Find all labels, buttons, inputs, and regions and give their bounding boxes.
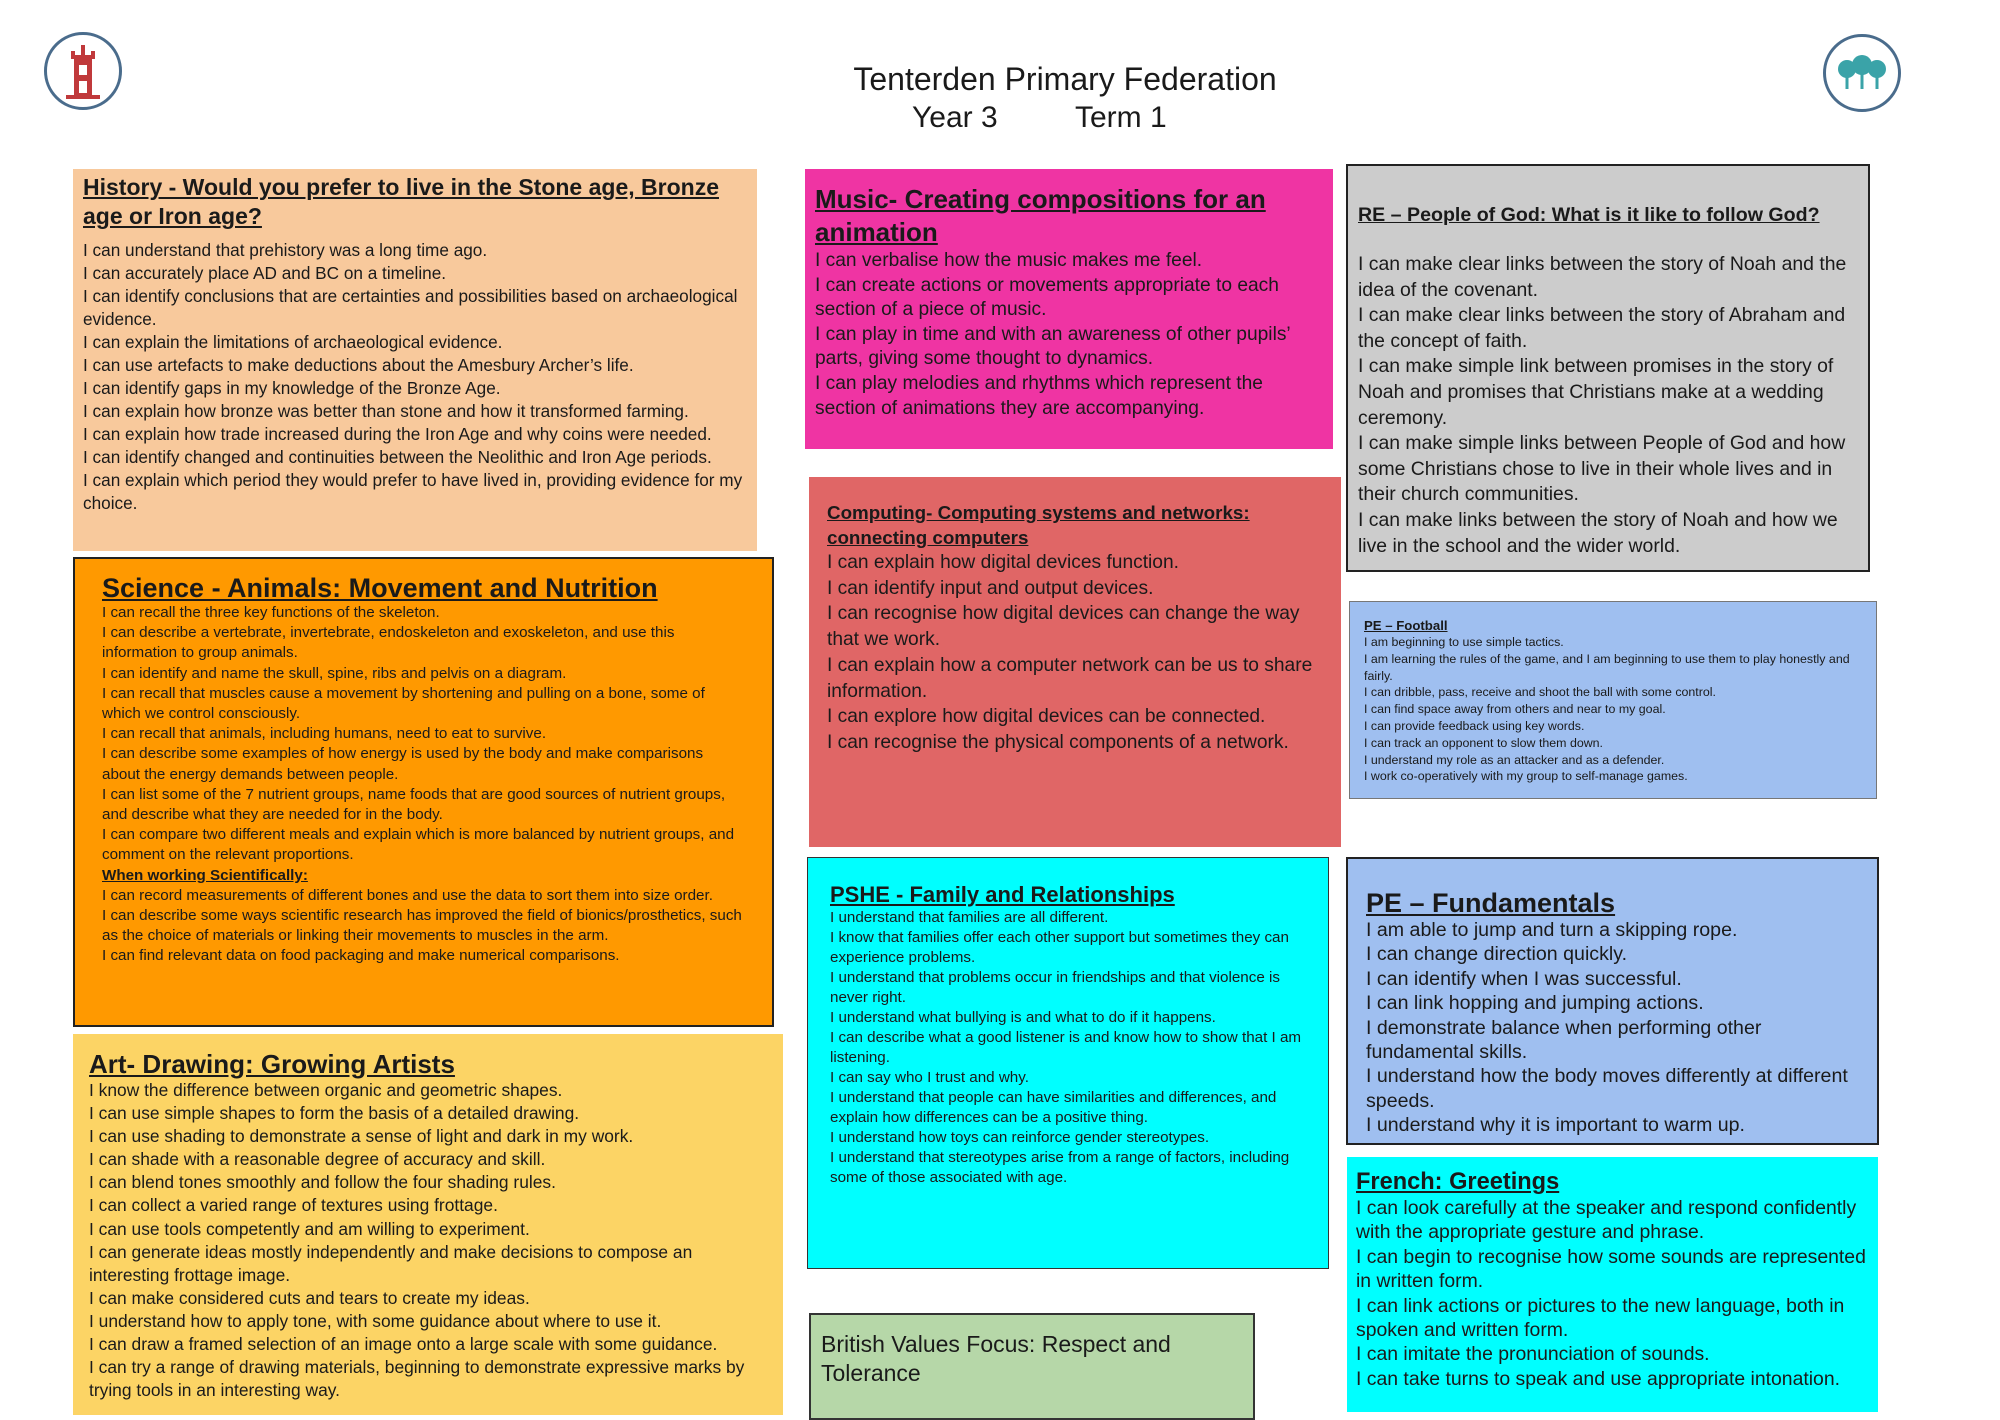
list-item: I understand how toys can reinforce gender stereotypes. <box>830 1129 1210 1146</box>
science-section <box>73 557 774 1027</box>
computing-section <box>809 477 1341 847</box>
list-item: I can collect a varied range of textures using frottage. <box>89 1195 498 1216</box>
computing-title: Computing- Computing systems and networks: connecting computers <box>827 502 1250 548</box>
music-title: Music- Creating compositions for an animation <box>815 184 1266 247</box>
list-item: I can use tools competently and am willing to experiment. <box>89 1218 530 1239</box>
list-item: I am beginning to use simple tactics. <box>1364 635 1564 649</box>
list-item: I can identify gaps in my knowledge of the Bronze Age. <box>83 378 501 398</box>
pshe-list <box>830 908 1306 1188</box>
list-item: I can track an opponent to slow them down. <box>1364 735 1604 750</box>
list-item: I can describe a vertebrate, invertebrate, endoskeleton and exoskeleton, and use this information to group animals. <box>102 624 675 662</box>
list-item: I can recall that animals, including humans, need to eat to survive. <box>102 725 547 743</box>
list-item: I can draw a framed selection of an image onto a large scale with some guidance. <box>89 1334 718 1355</box>
list-item: I can recognise the physical components of a network. <box>827 731 1289 753</box>
music-section <box>805 169 1333 449</box>
list-item: I can say who I trust and why. <box>830 1069 1029 1086</box>
list-item: I can identify input and output devices. <box>827 577 1154 599</box>
list-item: I demonstrate balance when performing other fundamental skills. <box>1366 1016 1762 1064</box>
list-item: I can identify when I was successful. <box>1366 967 1682 990</box>
list-item: I can use shading to demonstrate a sense of light and dark in my work. <box>89 1126 634 1147</box>
list-item: I can take turns to speak and use appropriate intonation. <box>1356 1367 1841 1390</box>
list-item: I am learning the rules of the game, and I am beginning to use them to play honestly and fairly. <box>1364 651 1850 683</box>
list-item: I understand my role as an attacker and as a defender. <box>1364 752 1665 767</box>
list-item: I can explain how trade increased during the Iron Age and why coins were needed. <box>83 424 712 444</box>
list-item: I can play melodies and rhythms which represent the section of animations they are accompanying. <box>815 372 1263 419</box>
list-item: I can accurately place AD and BC on a timeline. <box>83 263 447 283</box>
list-item: I can shade with a reasonable degree of accuracy and skill. <box>89 1149 546 1170</box>
science-title: Science - Animals: Movement and Nutrition <box>102 573 658 603</box>
list-item: I can begin to recognise how some sounds are represented in written form. <box>1356 1245 1866 1293</box>
list-item: I understand that stereotypes arise from a range of factors, including some of those associated with age. <box>830 1149 1290 1186</box>
list-item: I can find space away from others and near to my goal. <box>1364 702 1666 717</box>
list-item: I understand that problems occur in friendships and that violence is never right. <box>830 969 1280 1006</box>
pshe-section <box>807 857 1329 1269</box>
list-item: I can make simple links between People of God and how some Christians chose to live in their whole lives and in their church communities. <box>1358 432 1846 506</box>
re-section <box>1346 164 1870 572</box>
list-item: I am able to jump and turn a skipping rope. <box>1366 919 1738 941</box>
british-values-text: British Values Focus: Respect and Tolerance <box>821 1331 1171 1386</box>
list-item: I can describe some ways scientific research has improved the field of bionics/prosthetics, such as the choice of materials or linking their movements to muscles in the arm. <box>102 907 742 945</box>
list-item: I can try a range of drawing materials, beginning to demonstrate expressive marks by trying tools in an interesting way. <box>89 1357 745 1401</box>
list-item: I can identify conclusions that are certainties and possibilities based on archaeological evidence. <box>83 286 738 329</box>
history-title: History - Would you prefer to live in the Stone age, Bronze age or Iron age? <box>83 174 719 229</box>
computing-list <box>827 550 1323 756</box>
list-item: I can make considered cuts and tears to create my ideas. <box>89 1287 530 1308</box>
list-item: I can create actions or movements appropriate to each section of a piece of music. <box>815 274 1279 321</box>
list-item: I can dribble, pass, receive and shoot the ball with some control. <box>1364 685 1716 700</box>
list-item: I can link hopping and jumping actions. <box>1366 992 1704 1015</box>
list-item: I can look carefully at the speaker and respond confidently with the appropriate gesture and phrase. <box>1356 1197 1857 1244</box>
list-item: I can use simple shapes to form the basis of a detailed drawing. <box>89 1103 580 1124</box>
art-title: Art- Drawing: Growing Artists <box>89 1049 455 1079</box>
list-item: I can link actions or pictures to the new language, both in spoken and written form. <box>1356 1294 1845 1342</box>
list-item: I can use artefacts to make deductions about the Amesbury Archer’s life. <box>83 355 634 375</box>
british-values-section <box>809 1313 1255 1420</box>
pe-fundamentals-title: PE – Fundamentals <box>1366 888 1616 918</box>
list-item: I can explain the limitations of archaeological evidence. <box>83 332 503 352</box>
pe-fundamentals-list <box>1366 918 1859 1138</box>
list-item: I can describe what a good listener is and know how to show that I am listening. <box>830 1029 1302 1066</box>
re-list <box>1358 252 1858 559</box>
history-list <box>83 239 747 515</box>
list-item: I can make simple link between promises in the story of Noah and promises that Christians make at a wedding ceremony. <box>1358 355 1834 429</box>
list-item: I can understand that prehistory was a long time ago. <box>83 240 488 260</box>
list-item: I understand how the body moves differently at different speeds. <box>1366 1065 1848 1112</box>
list-item: I can recognise how digital devices can change the way that we work. <box>827 603 1300 651</box>
french-list <box>1356 1196 1869 1391</box>
list-item: I can describe some examples of how energy is used by the body and make comparisons about the energy demands between people. <box>102 745 704 783</box>
list-item: I understand that people can have similarities and differences, and explain how differences can be a positive thing. <box>830 1089 1277 1126</box>
list-item: I can play in time and with an awareness of other pupils’ parts, giving some thought to dynamics. <box>815 323 1290 370</box>
pe-football-section <box>1349 601 1877 799</box>
pe-football-title: PE – Football <box>1364 618 1448 633</box>
list-item: I can identify and name the skull, spine, ribs and pelvis on a diagram. <box>102 664 567 682</box>
list-item: I can make clear links between the story of Noah and the idea of the covenant. <box>1358 253 1847 301</box>
art-list <box>89 1079 767 1402</box>
list-item: I can list some of the 7 nutrient groups, name foods that are good sources of nutrient groups, and describe what they are needed for in the body. <box>102 785 726 824</box>
term-label: Term 1 <box>1075 101 1167 134</box>
list-item: I can provide feedback using key words. <box>1364 718 1585 733</box>
list-item: I can explain how bronze was better than stone and how it transformed farming. <box>83 401 689 421</box>
music-list <box>815 249 1323 421</box>
list-item: I understand why it is important to warm up. <box>1366 1114 1745 1137</box>
list-item: I can verbalise how the music makes me feel. <box>815 250 1203 271</box>
pe-football-list <box>1364 634 1862 785</box>
science-working-list <box>102 886 745 967</box>
re-title: RE – People of God: What is it like to follow God? <box>1358 204 1820 226</box>
list-item: I know that families offer each other support but sometimes they can experience problems. <box>830 929 1289 966</box>
list-item: I can generate ideas mostly independently and make decisions to compose an interesting frottage image. <box>89 1241 693 1285</box>
pe-fundamentals-section <box>1346 857 1879 1145</box>
list-item: I can recall the three key functions of the skeleton. <box>102 604 440 621</box>
list-item: I can find relevant data on food packaging and make numerical comparisons. <box>102 947 620 965</box>
list-item: I work co-operatively with my group to self-manage games. <box>1364 769 1688 784</box>
list-item: I understand that families are all different. <box>830 909 1109 926</box>
pshe-title: PSHE - Family and Relationships <box>830 882 1175 907</box>
list-item: I can compare two different meals and explain which is more balanced by nutrient groups, and comment on the relevant proportions. <box>102 826 735 864</box>
page-title: Tenterden Primary Federation <box>853 61 1277 97</box>
list-item: I can make links between the story of Noah and how we live in the school and the wider world. <box>1358 508 1838 557</box>
list-item: I can blend tones smoothly and follow the four shading rules. <box>89 1172 556 1193</box>
french-title: French: Greetings <box>1356 1169 1560 1195</box>
science-subheading: When working Scientifically: <box>102 866 308 884</box>
list-item: I understand what bullying is and what to do if it happens. <box>830 1009 1216 1026</box>
science-list <box>102 603 745 866</box>
history-section <box>73 169 757 551</box>
list-item: I can identify changed and continuities between the Neolithic and Iron Age periods. <box>83 447 712 467</box>
french-section <box>1347 1157 1878 1412</box>
list-item: I can explain how digital devices function. <box>827 552 1179 573</box>
list-item: I can recall that muscles cause a movement by shortening and pulling on a bone, some of which we control consciously. <box>102 684 705 723</box>
year-label: Year 3 <box>912 101 998 134</box>
list-item: I know the difference between organic and geometric shapes. <box>89 1080 563 1100</box>
list-item: I can change direction quickly. <box>1366 943 1628 966</box>
list-item: I can imitate the pronunciation of sounds. <box>1356 1343 1710 1366</box>
list-item: I understand how to apply tone, with some guidance about where to use it. <box>89 1310 662 1331</box>
list-item: I can explore how digital devices can be connected. <box>827 706 1266 728</box>
list-item: I can make clear links between the story of Abraham and the concept of faith. <box>1358 304 1846 352</box>
art-section <box>73 1034 783 1415</box>
list-item: I can explain how a computer network can be us to share information. <box>827 654 1313 702</box>
list-item: I can record measurements of different bones and use the data to sort them into size order. <box>102 886 713 904</box>
list-item: I can explain which period they would prefer to have lived in, providing evidence for my choice. <box>83 470 743 513</box>
